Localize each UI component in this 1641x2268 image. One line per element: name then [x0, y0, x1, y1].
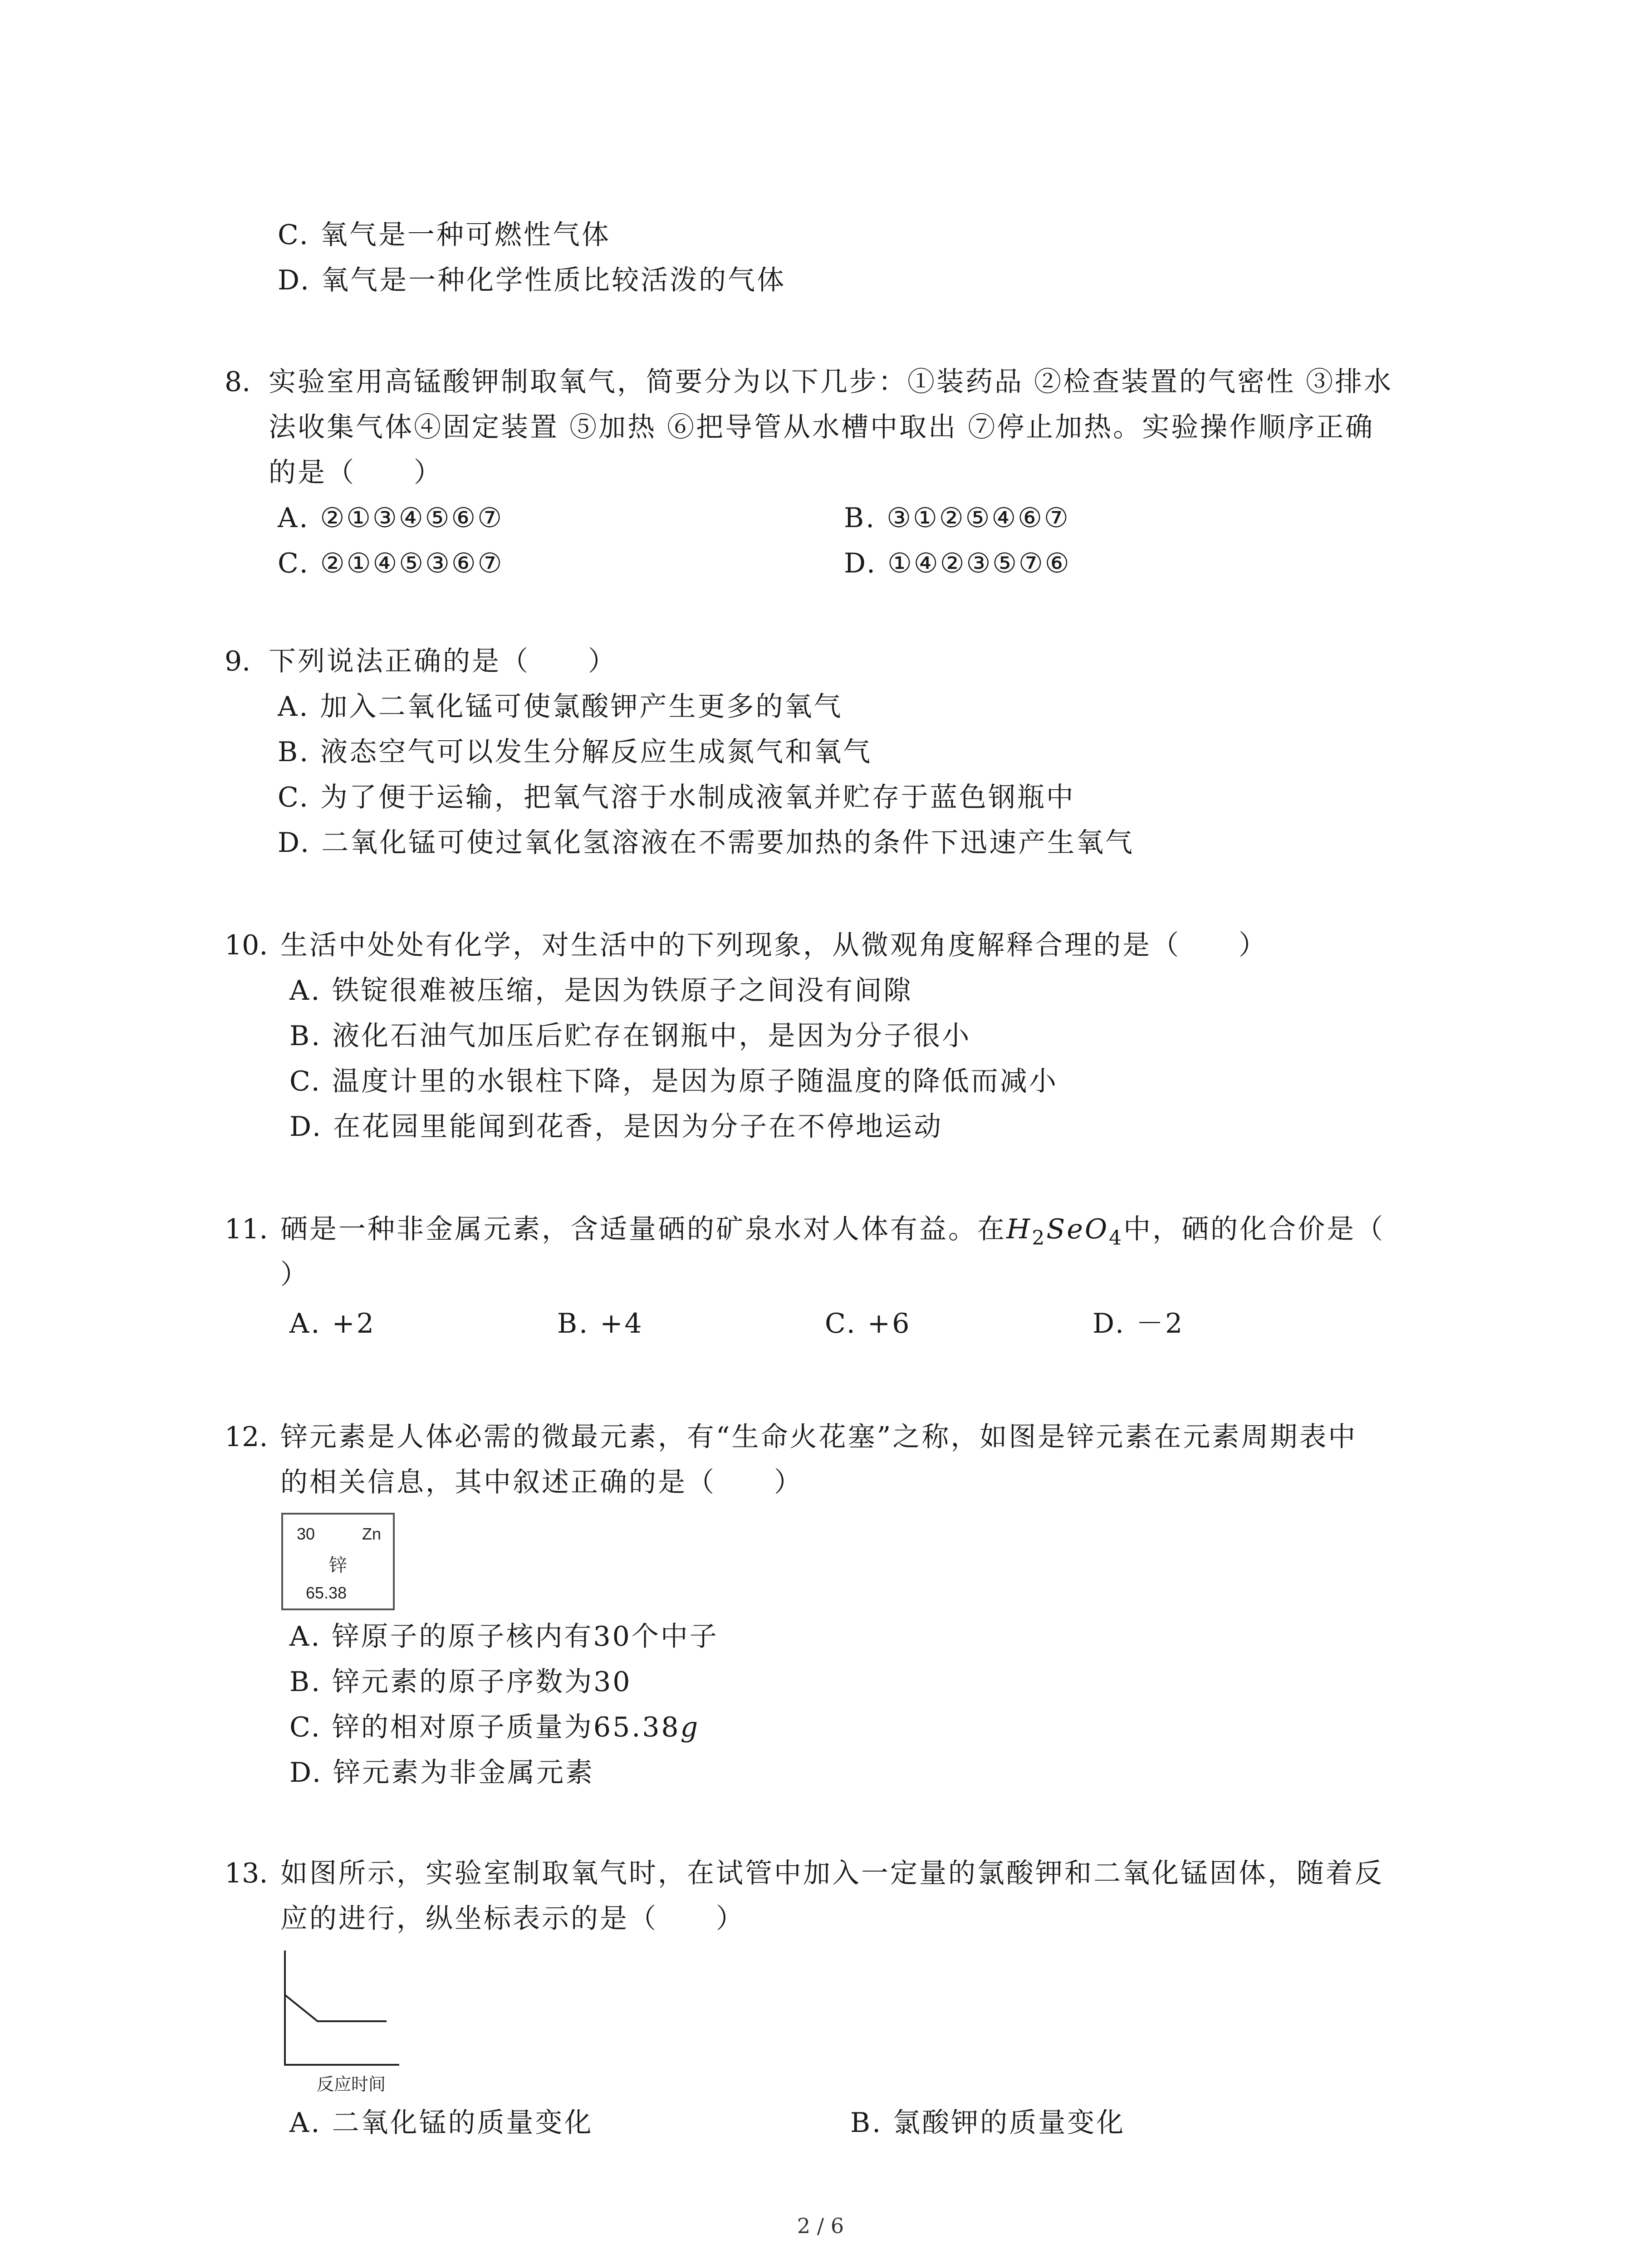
q9-option-d: D. 二氧化锰可使过氧化氢溶液在不需要加热的条件下迅速产生氧气 [278, 827, 1135, 859]
q8-option-a: A. ②①③④⑤⑥⑦ [278, 502, 504, 534]
q9-option-b: B. 液态空气可以发生分解反应生成氮气和氧气 [278, 736, 872, 768]
q13-option-a: A. 二氧化锰的质量变化 [289, 2107, 593, 2139]
q10-option-b: B. 液化石油气加压后贮存在钢瓶中，是因为分子很小 [289, 1020, 971, 1052]
q10-option-a: A. 铁锭很难被压缩，是因为铁原子之间没有间隙 [289, 975, 913, 1007]
q12-stem-line1: 锌元素是人体必需的微最元素，有“生命火花塞”之称，如图是锌元素在元素周期表中 [280, 1421, 1357, 1453]
page-number: 2 / 6 [797, 2214, 844, 2238]
q11-stem-pre: 硒是一种非金属元素，含适量硒的矿泉水对人体有益。在 [280, 1213, 1006, 1245]
q7-option-d: D. 氧气是一种化学性质比较活泼的气体 [278, 264, 786, 296]
q8-option-b: B. ③①②⑤④⑥⑦ [844, 502, 1070, 534]
element-number: 30 [297, 1525, 315, 1543]
q11-number: 11. [225, 1213, 268, 1245]
q11-option-b: B. +4 [557, 1308, 644, 1339]
q11-option-d: D. －2 [1092, 1308, 1185, 1339]
zinc-element-card [281, 1513, 395, 1610]
q11-stem [280, 1211, 1385, 1256]
q13-stem-line2: 应的进行，纵坐标表示的是（ ） [280, 1903, 745, 1935]
q11-option-c: C. +6 [825, 1308, 911, 1339]
q12-number: 12. [225, 1421, 268, 1453]
q11-stem-post: 中，硒的化合价是（ [1123, 1213, 1385, 1245]
q13-number: 13. [225, 1857, 268, 1889]
element-name: 锌 [329, 1555, 347, 1576]
q13-option-b: B. 氯酸钾的质量变化 [850, 2107, 1126, 2139]
element-symbol: Zn [362, 1525, 381, 1543]
q12-stem-line2: 的相关信息，其中叙述正确的是（ ） [280, 1466, 803, 1498]
q10-number: 10. [225, 929, 268, 961]
q8-number: 8. [225, 366, 251, 398]
graph-curve [285, 1995, 387, 2021]
element-mass: 65.38 [306, 1584, 347, 1602]
q11-formula: $H_2SeO_4$ [1006, 1213, 1124, 1250]
q12-option-c-unit: g [680, 1711, 700, 1743]
q10-option-d: D. 在花园里能闻到花香，是因为分子在不停地运动 [289, 1111, 943, 1143]
q11-stem-close: ） [280, 1259, 309, 1290]
q13-graph [268, 1946, 413, 2100]
q9-option-a: A. 加入二氧化锰可使氯酸钾产生更多的氧气 [278, 691, 843, 723]
q12-option-b: B. 锌元素的原子序数为30 [289, 1666, 632, 1698]
q8-stem-line2: 法收集气体④固定装置 ⑤加热 ⑥把导管从水槽中取出 ⑦停止加热。实验操作顺序正确 [269, 411, 1375, 443]
q12-option-d: D. 锌元素为非金属元素 [289, 1757, 595, 1789]
q8-stem-line3: 的是（ ） [269, 457, 443, 489]
q11-option-a: A. +2 [289, 1308, 376, 1339]
q9-option-c: C. 为了便于运输，把氧气溶于水制成液氧并贮存于蓝色钢瓶中 [278, 782, 1075, 813]
q8-option-d: D. ①④②③⑤⑦⑥ [844, 547, 1071, 579]
q10-option-c: C. 温度计里的水银柱下降，是因为原子随温度的降低而减小 [289, 1066, 1058, 1097]
graph-x-label: 反应时间 [317, 2074, 386, 2094]
q8-stem-line1: 实验室用高锰酸钾制取氧气，简要分为以下几步：①装药品 ②检查装置的气密性 ③排水 [269, 366, 1393, 398]
q8-option-c: C. ②①④⑤③⑥⑦ [278, 547, 504, 579]
q7-option-c: C. 氧气是一种可燃性气体 [278, 219, 611, 251]
q9-stem: 下列说法正确的是（ ） [269, 645, 617, 677]
q13-stem-line1: 如图所示，实验室制取氧气时，在试管中加入一定量的氯酸钾和二氧化锰固体，随着反 [280, 1857, 1384, 1889]
q9-number: 9. [225, 645, 251, 677]
q10-stem: 生活中处处有化学，对生活中的下列现象，从微观角度解释合理的是（ ） [280, 929, 1268, 961]
q12-option-a: A. 锌原子的原子核内有30个中子 [289, 1621, 719, 1652]
q12-option-c: C. 锌的相对原子质量为65.38g [289, 1711, 700, 1743]
